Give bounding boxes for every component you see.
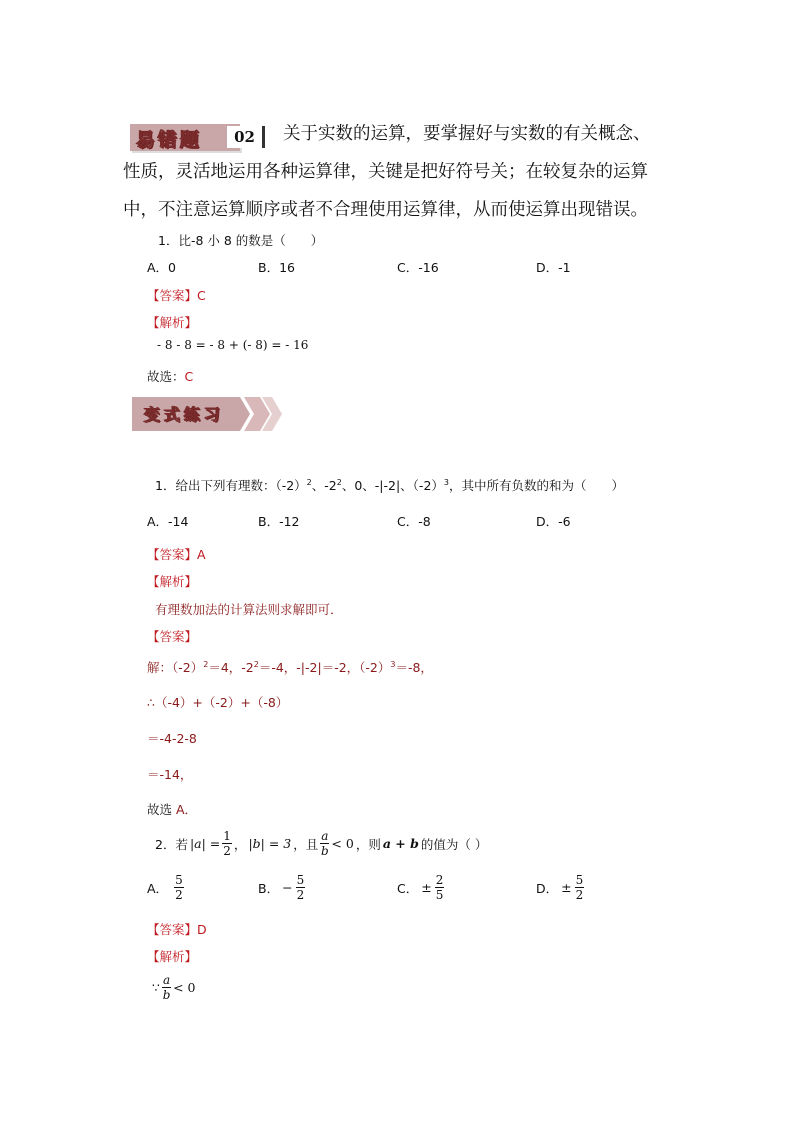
- v2-frac3-num: a: [162, 973, 171, 987]
- v1-stem-a: 1．给出下列有理数：（-2）: [155, 478, 307, 493]
- q1-analysis-label: 【解析】: [147, 315, 198, 330]
- intro-line-1: 关于实数的运算，要掌握好与实数的有关概念、: [283, 124, 651, 144]
- v1-stem-sup3: 3: [443, 477, 449, 487]
- v1-sol5-prefix: 故选: [147, 802, 176, 817]
- variant-practice-label: 变式练习: [144, 405, 225, 424]
- v2-mid: ，且: [293, 836, 319, 852]
- v2-opt-a-den: 2: [175, 888, 183, 902]
- q1-option-a: A．0: [147, 260, 177, 275]
- v2-opt-d-num: 5: [575, 873, 584, 887]
- v2-stem: [155, 830, 487, 857]
- v1-answer-label: 【答案】: [147, 547, 198, 562]
- v2-answer-label: 【答案】: [147, 922, 198, 937]
- v2-option-a: [147, 874, 184, 901]
- q1-conclusion-prefix: 故选：: [147, 369, 185, 384]
- v2-opt-c-sign: ±: [421, 880, 432, 895]
- v1-sol1-d: ＝-8，: [395, 660, 433, 675]
- v1-answer: [147, 545, 206, 563]
- v1-stem: [155, 476, 624, 494]
- v1-solution-line-3: ＝-4-2-8: [147, 731, 197, 746]
- v2-tail1: ，则: [355, 836, 381, 852]
- v2-abs-b: |b| = 3: [248, 836, 292, 851]
- v2-because-line: [152, 974, 196, 1001]
- v2-option-c: [397, 874, 444, 901]
- v2-opt-a-frac: [174, 874, 184, 901]
- v1-stem-sup1: 2: [306, 477, 312, 487]
- v1-sol1-sup3: 3: [390, 659, 396, 669]
- v2-option-b: [258, 874, 305, 901]
- v1-stem-c: 、0、-|-2|、（-2）: [341, 478, 444, 493]
- v2-frac1-den: 2: [223, 844, 231, 858]
- v1-solution-line-4: ＝-14，: [147, 767, 193, 782]
- v1-answer-value: A: [197, 547, 206, 562]
- v1-sol1-a: 解：（-2）: [147, 660, 204, 675]
- v2-frac1: [222, 830, 232, 857]
- v1-option-a: A．-14: [147, 514, 189, 529]
- v2-abs-a: |a| =: [189, 836, 221, 851]
- v2-opt-d-frac: [575, 874, 585, 901]
- v2-comma: ，: [233, 836, 247, 852]
- v2-tail2: 的值为（ ）: [420, 836, 488, 852]
- v1-option-c: C．-8: [397, 514, 431, 529]
- v2-because: ∵: [152, 980, 160, 995]
- q1-option-b: B．16: [258, 260, 295, 275]
- v2-opt-d-den: 2: [575, 888, 584, 902]
- q1-math: - 8 - 8 = - 8 + (- 8) = - 16: [157, 338, 309, 352]
- q1-answer-value: C: [197, 288, 206, 303]
- v1-sol5-value: A．: [175, 802, 198, 817]
- q1-conclusion-value: C: [184, 369, 194, 384]
- q1-answer-label: 【答案】: [147, 288, 198, 303]
- v2-num: 2．若: [155, 836, 188, 852]
- q1-option-c: C．-16: [397, 260, 439, 275]
- v1-stem-sup2: 2: [336, 477, 342, 487]
- v1-stem-d: ，其中所有负数的和为（ ）: [449, 478, 625, 493]
- v2-lt0b: < 0: [173, 980, 196, 995]
- v1-solution-line-1: [147, 658, 433, 676]
- v2-frac2: [320, 830, 329, 857]
- v2-opt-b-sign: −: [282, 880, 293, 895]
- intro-line-3: 中，不注意运算顺序或者不合理使用运算律，从而使运算出现错误。: [123, 200, 648, 220]
- v1-analysis-label: 【解析】: [147, 574, 198, 589]
- v1-solution-line-2: ∴（-4）+（-2）+（-8）: [147, 695, 289, 710]
- v1-sol1-b: ＝4，-2: [208, 660, 254, 675]
- intro-line-2: 性质，灵活地运用各种运算律，关键是把好符号关；在较复杂的运算: [123, 162, 648, 182]
- v1-option-b: B．-12: [258, 514, 300, 529]
- q1-conclusion: [147, 367, 193, 385]
- v1-answer2-label: 【答案】: [147, 629, 198, 644]
- v2-opt-a-num: 5: [175, 873, 183, 887]
- v2-option-d: [536, 874, 584, 901]
- v2-opt-c-num: 2: [435, 873, 444, 887]
- v2-analysis-label: 【解析】: [147, 949, 198, 964]
- v2-opt-d-sign: ±: [561, 880, 572, 895]
- v1-sol1-c: ＝-4，-|-2|＝-2，（-2）: [258, 660, 391, 675]
- v2-frac3: [162, 974, 171, 1001]
- v1-sol1-sup1: 2: [203, 659, 209, 669]
- v1-solution-line-5: [147, 800, 197, 818]
- v2-answer-value: D: [197, 922, 207, 937]
- v2-opt-c-den: 5: [435, 888, 444, 902]
- v2-aplusb: a + b: [382, 836, 419, 851]
- v2-frac3-den: b: [162, 988, 171, 1002]
- error-topic-banner: [130, 124, 240, 151]
- q1-answer: [147, 286, 206, 304]
- v1-stem-b: 、-2: [311, 478, 337, 493]
- v2-opt-d-label: D．: [536, 880, 559, 896]
- v1-option-d: D．-6: [536, 514, 571, 529]
- error-topic-number: 02: [227, 126, 265, 148]
- v2-lt0: < 0: [331, 836, 354, 851]
- v1-analysis-text: 有理数加法的计算法则求解即可．: [155, 602, 343, 617]
- v1-sol1-sup2: 2: [253, 659, 259, 669]
- v2-frac2-num: a: [321, 829, 329, 843]
- v2-frac2-den: b: [321, 844, 329, 858]
- v2-opt-b-frac: [296, 874, 306, 901]
- v2-opt-b-num: 5: [296, 873, 305, 887]
- q1-stem: 1．比-8 小 8 的数是（ ）: [158, 233, 324, 248]
- v2-answer: [147, 920, 207, 938]
- v2-opt-b-label: B．: [258, 880, 280, 896]
- v2-opt-b-den: 2: [296, 888, 305, 902]
- error-topic-label: 易错题: [136, 129, 203, 151]
- v2-opt-c-frac: [435, 874, 445, 901]
- v2-opt-c-label: C．: [397, 880, 419, 896]
- q1-option-d: D．-1: [536, 260, 571, 275]
- v2-frac1-num: 1: [223, 829, 231, 843]
- v2-opt-a-label: A．: [147, 880, 169, 896]
